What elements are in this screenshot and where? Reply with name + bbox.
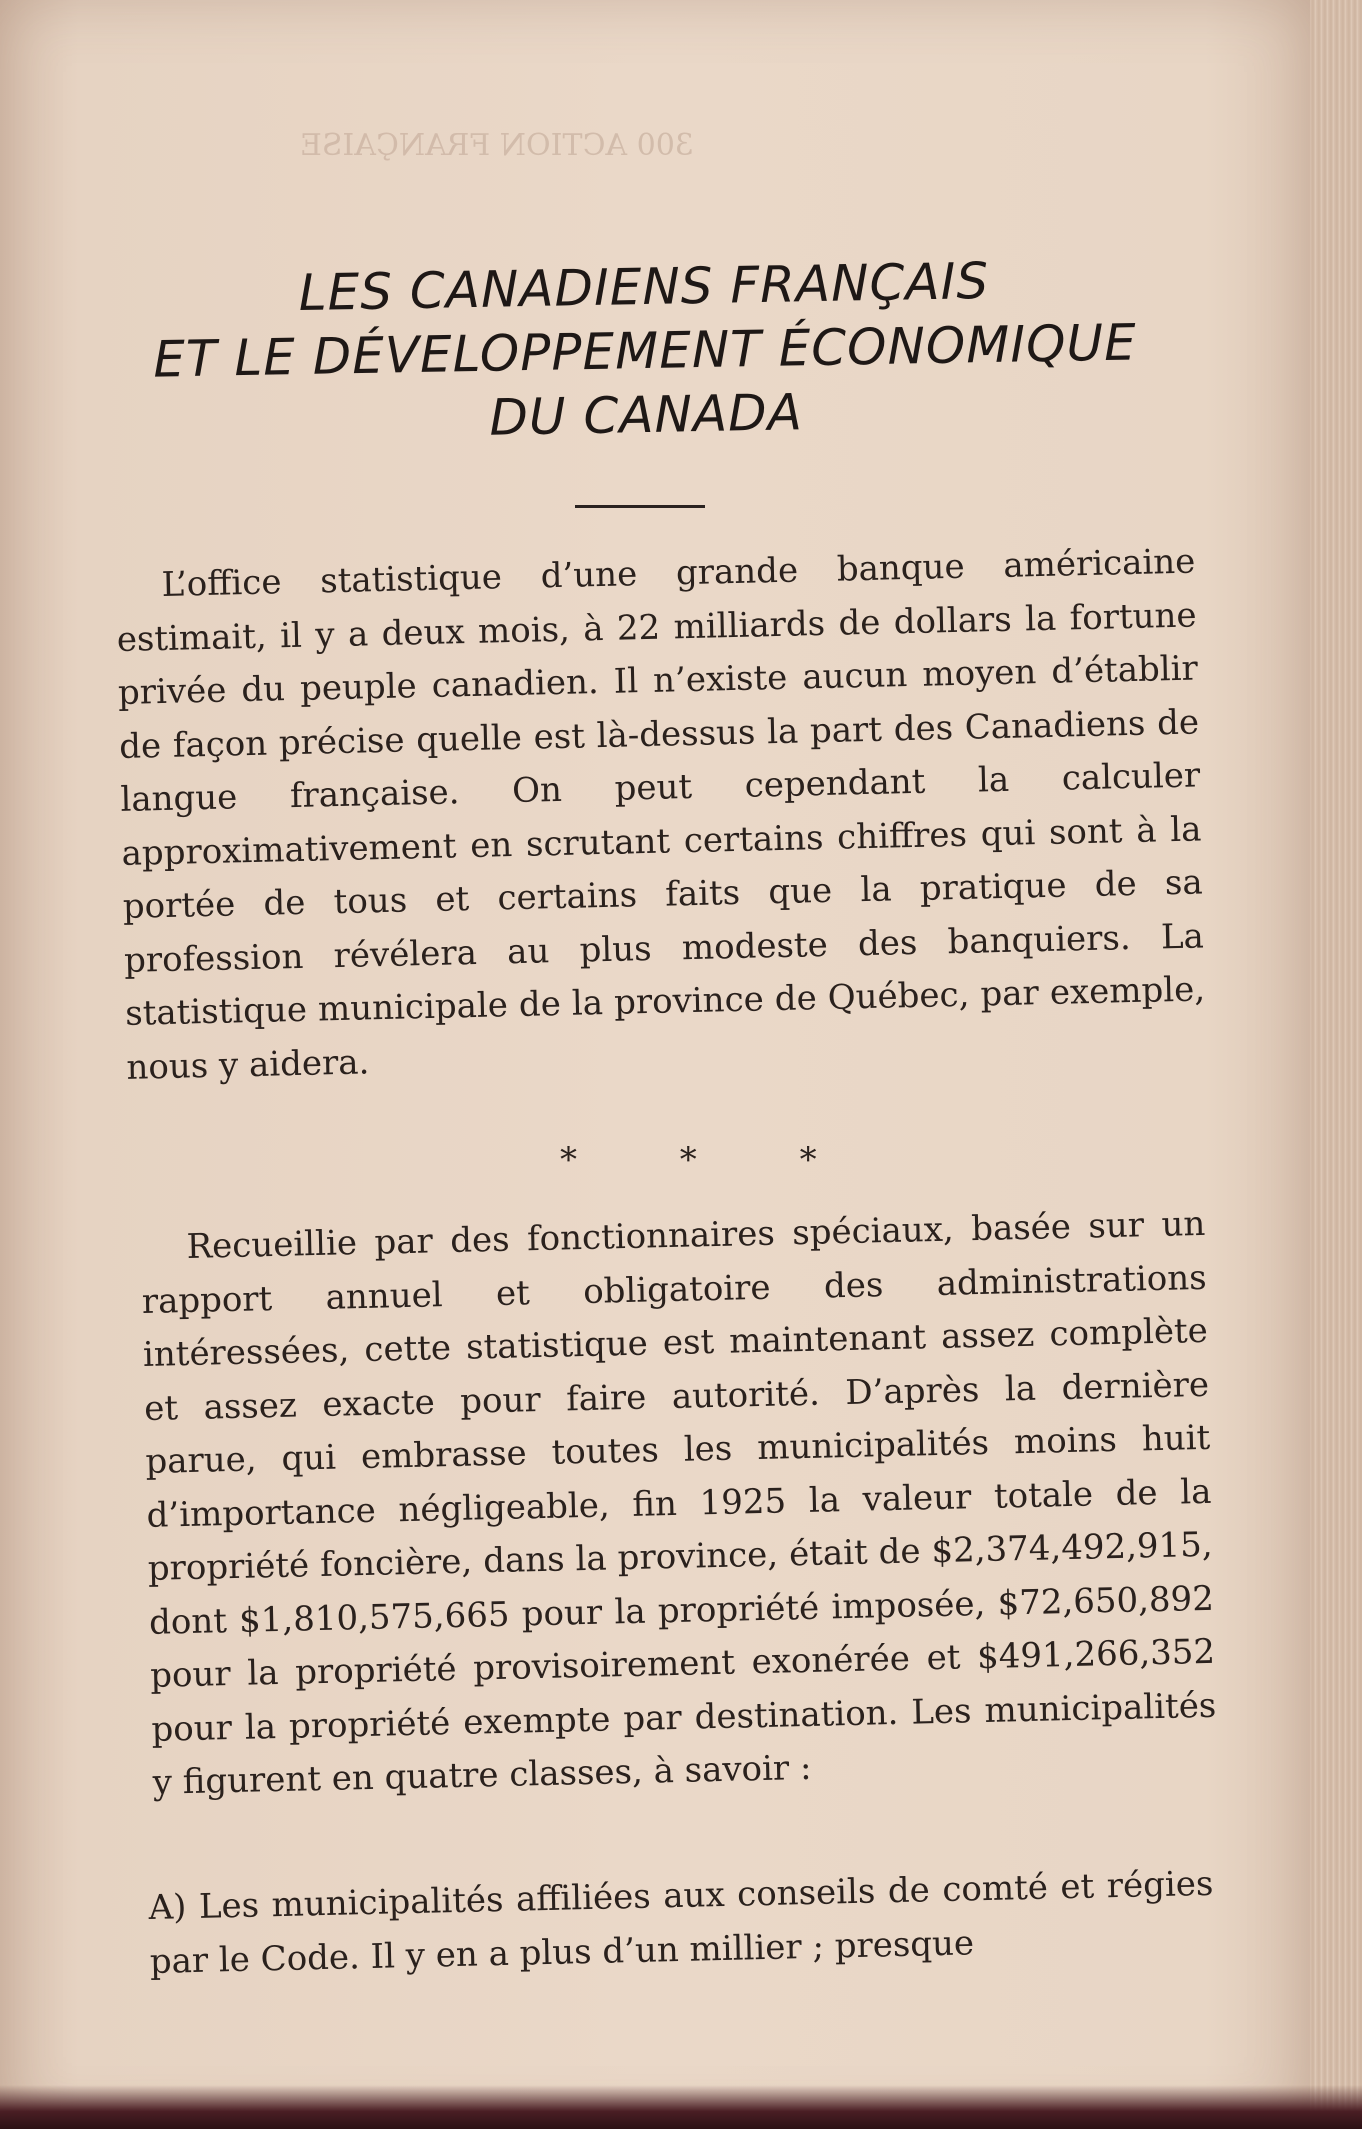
paragraph-class-a: [148, 1858, 1215, 1989]
article-title: [88, 245, 1201, 456]
paragraph-1-text: L’office statistique d’une grande banque américaine estimait, il y a deux mois, à 22 milliards de dollars la fortune privée du peuple canadien. Il n’existe aucun moyen d’établir de façon précise quelle est là-dessus la part des Canadiens de langue française. On peut cependant la calculer approximativement en scrutant certains chiffres qui sont à la portée de tous et certains faits que la pratique de sa profession révélera au plus modeste des banquiers. La statistique municipale de la province de Québec, par exemple, nous y aidera.: [116, 541, 1206, 1088]
paragraph-statistics: [140, 1198, 1218, 1811]
section-separator: * * *: [560, 1140, 863, 1180]
running-head-bleedthrough: 300 ACTION FRANÇAISE: [300, 128, 694, 163]
title-line-1: LES CANADIENS FRANÇAIS: [298, 251, 990, 323]
title-divider-rule: [575, 505, 705, 508]
paragraph-intro: [115, 535, 1207, 1094]
title-line-3: DU CANADA: [488, 383, 804, 447]
book-cover-edge: [0, 2085, 1362, 2129]
title-line-2: ET LE DÉVELOPPEMENT ÉCONOMIQUE: [152, 313, 1138, 389]
paragraph-3-text: A) Les municipalités affiliées aux conseils de comté et régies par le Code. Il y en a plus d’un millier ; presque: [148, 1863, 1214, 1982]
page-stack-edge: [1310, 0, 1362, 2129]
paragraph-2-text: Recueillie par des fonctionnaires spéciaux, basée sur un rapport annuel et obligatoire des administrations intéressées, cette statistique est maintenant assez complète et assez exacte pour faire autorité. D’après la dernière parue, qui embrasse toutes les municipalités moins huit d’importance négligeable, fin 1925 la valeur totale de la propriété foncière, dans la province, était de $2,374,492,915, dont $1,810,575,665 pour la propriété imposée, $72,650,892 pour la propriété provisoirement exonérée et $491,266,352 pour la propriété exempte par destination. Les municipalités y figurent en quatre classes, à savoir :: [141, 1203, 1217, 1803]
